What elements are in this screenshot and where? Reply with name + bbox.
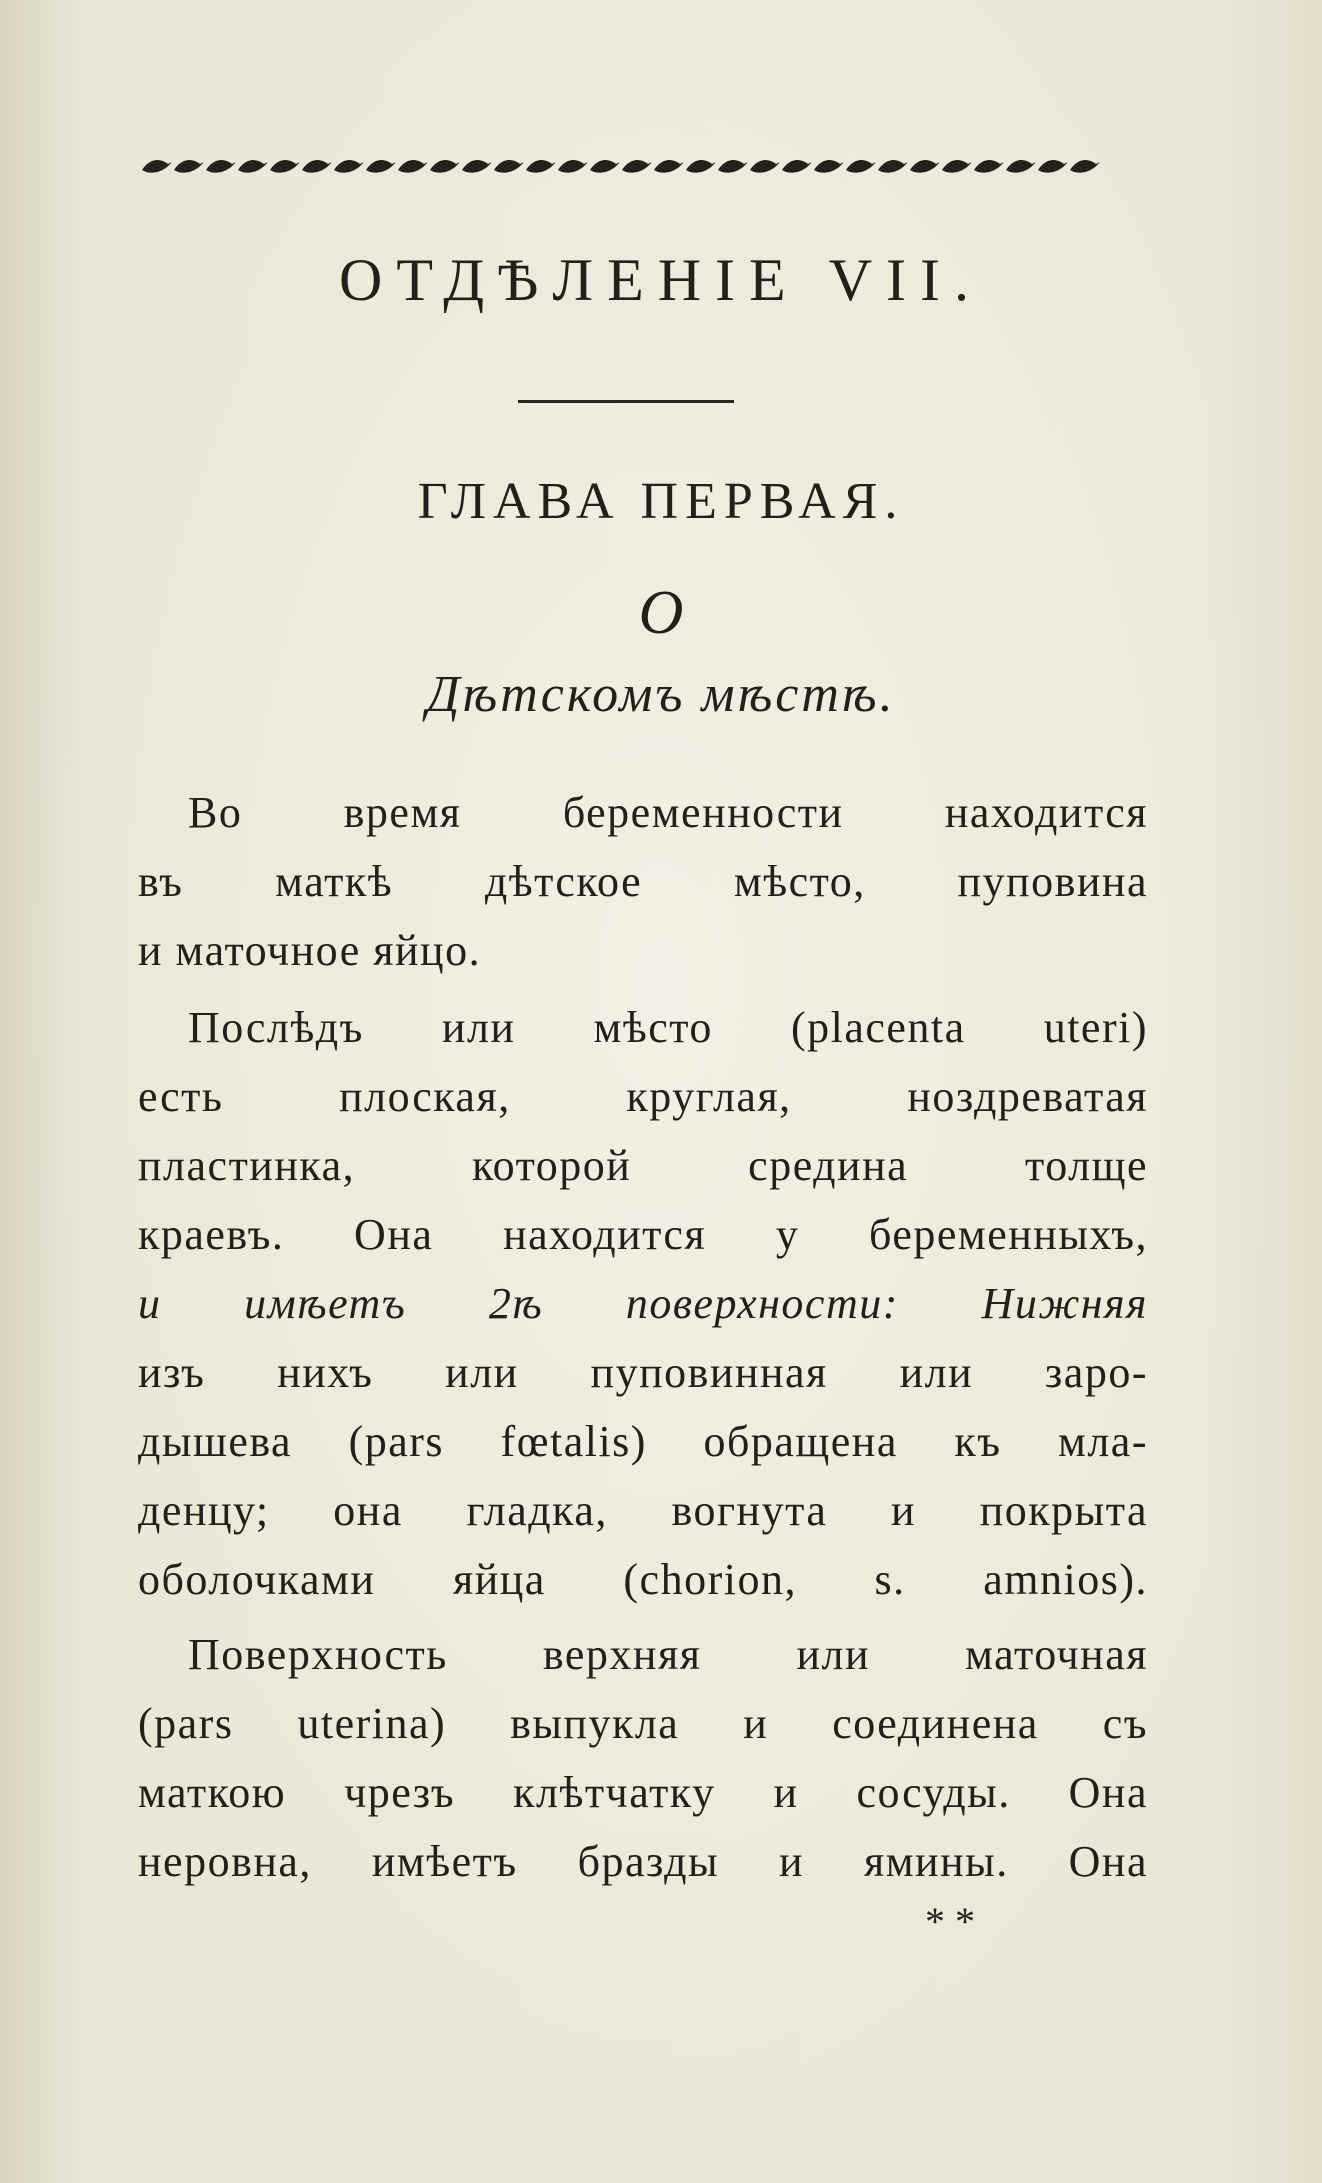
- ornament-wave: [238, 160, 268, 173]
- text-line: краевъ. Она находится у беременныхъ,: [138, 1210, 1148, 1259]
- ornament-wave: [942, 160, 972, 173]
- text-line: пластинка, которой средина толще: [138, 1141, 1148, 1190]
- text-line: есть плоская, круглая, ноздреватая: [138, 1072, 1148, 1121]
- ornament-wave: [430, 160, 460, 173]
- ornamental-rule: [138, 150, 1108, 182]
- text-line: денцу; она гладка, вогнута и покрыта: [138, 1486, 1148, 1535]
- text-line: Во время беременности находится: [188, 788, 1148, 837]
- text-line: Послѣдъ или мѣсто (placenta uteri): [188, 1003, 1148, 1052]
- text-line: оболочками яйца (chorion, s. amnios).: [138, 1555, 1148, 1604]
- ornament-wave: [750, 160, 780, 173]
- ornament-wave: [462, 160, 492, 173]
- text-line: Поверхность верхняя или маточная: [188, 1630, 1148, 1679]
- ornament-wave: [334, 160, 364, 173]
- title-divider: [518, 400, 734, 403]
- ornament-wave: [398, 160, 428, 173]
- ornament-wave: [814, 160, 844, 173]
- ornament-wave: [142, 160, 172, 173]
- signature-mark: **: [925, 1899, 985, 1944]
- subtitle-preposition: О: [638, 579, 684, 647]
- ornament-wave: [1006, 160, 1036, 173]
- text-line: дышева (pars fœtalis) обращена къ мла-: [138, 1417, 1148, 1466]
- text-line: и маточное яйцо.: [138, 926, 482, 975]
- chapter-title: ГЛАВА ПЕРВАЯ.: [417, 473, 905, 530]
- ornament-wave: [270, 160, 300, 173]
- subtitle-subject: Дѣтскомъ мѣстѣ.: [426, 666, 896, 723]
- ornament-wave: [718, 160, 748, 173]
- ornament-wave: [206, 160, 236, 173]
- ornament-wave: [782, 160, 812, 173]
- ornament-wave: [558, 160, 588, 173]
- ornament-wave: [494, 160, 524, 173]
- paragraph-3: [138, 1620, 1148, 1896]
- text-line: маткою чрезъ клѣтчатку и сосуды. Она: [138, 1768, 1148, 1817]
- section-title: ОТДѢЛЕНІЕ VII.: [339, 247, 983, 313]
- paragraph-1: [138, 778, 1148, 985]
- paragraph-2: [138, 993, 1148, 1614]
- ornament-wave: [686, 160, 716, 173]
- ornament-wave: [590, 160, 620, 173]
- ornament-wave: [366, 160, 396, 173]
- text-line: неровна, имѣетъ бразды и ямины. Она: [138, 1837, 1148, 1886]
- ornament-wave: [1070, 160, 1100, 173]
- text-line: и имѣетъ 2ѣ поверхности: Нижняя: [138, 1279, 1148, 1328]
- text-line: изъ нихъ или пуповинная или заро-: [138, 1348, 1148, 1397]
- text-line: (pars uterina) выпукла и соединена съ: [138, 1699, 1148, 1748]
- ornament-wave: [174, 160, 204, 173]
- text-line: въ маткѣ дѣтское мѣсто, пуповина: [138, 857, 1148, 906]
- ornament-wave: [910, 160, 940, 173]
- ornament-wave: [1038, 160, 1068, 173]
- ornament-wave: [846, 160, 876, 173]
- ornament-wave: [654, 160, 684, 173]
- ornament-wave: [622, 160, 652, 173]
- ornament-wave: [974, 160, 1004, 173]
- ornament-wave: [526, 160, 556, 173]
- ornament-wave: [302, 160, 332, 173]
- ornament-wave: [878, 160, 908, 173]
